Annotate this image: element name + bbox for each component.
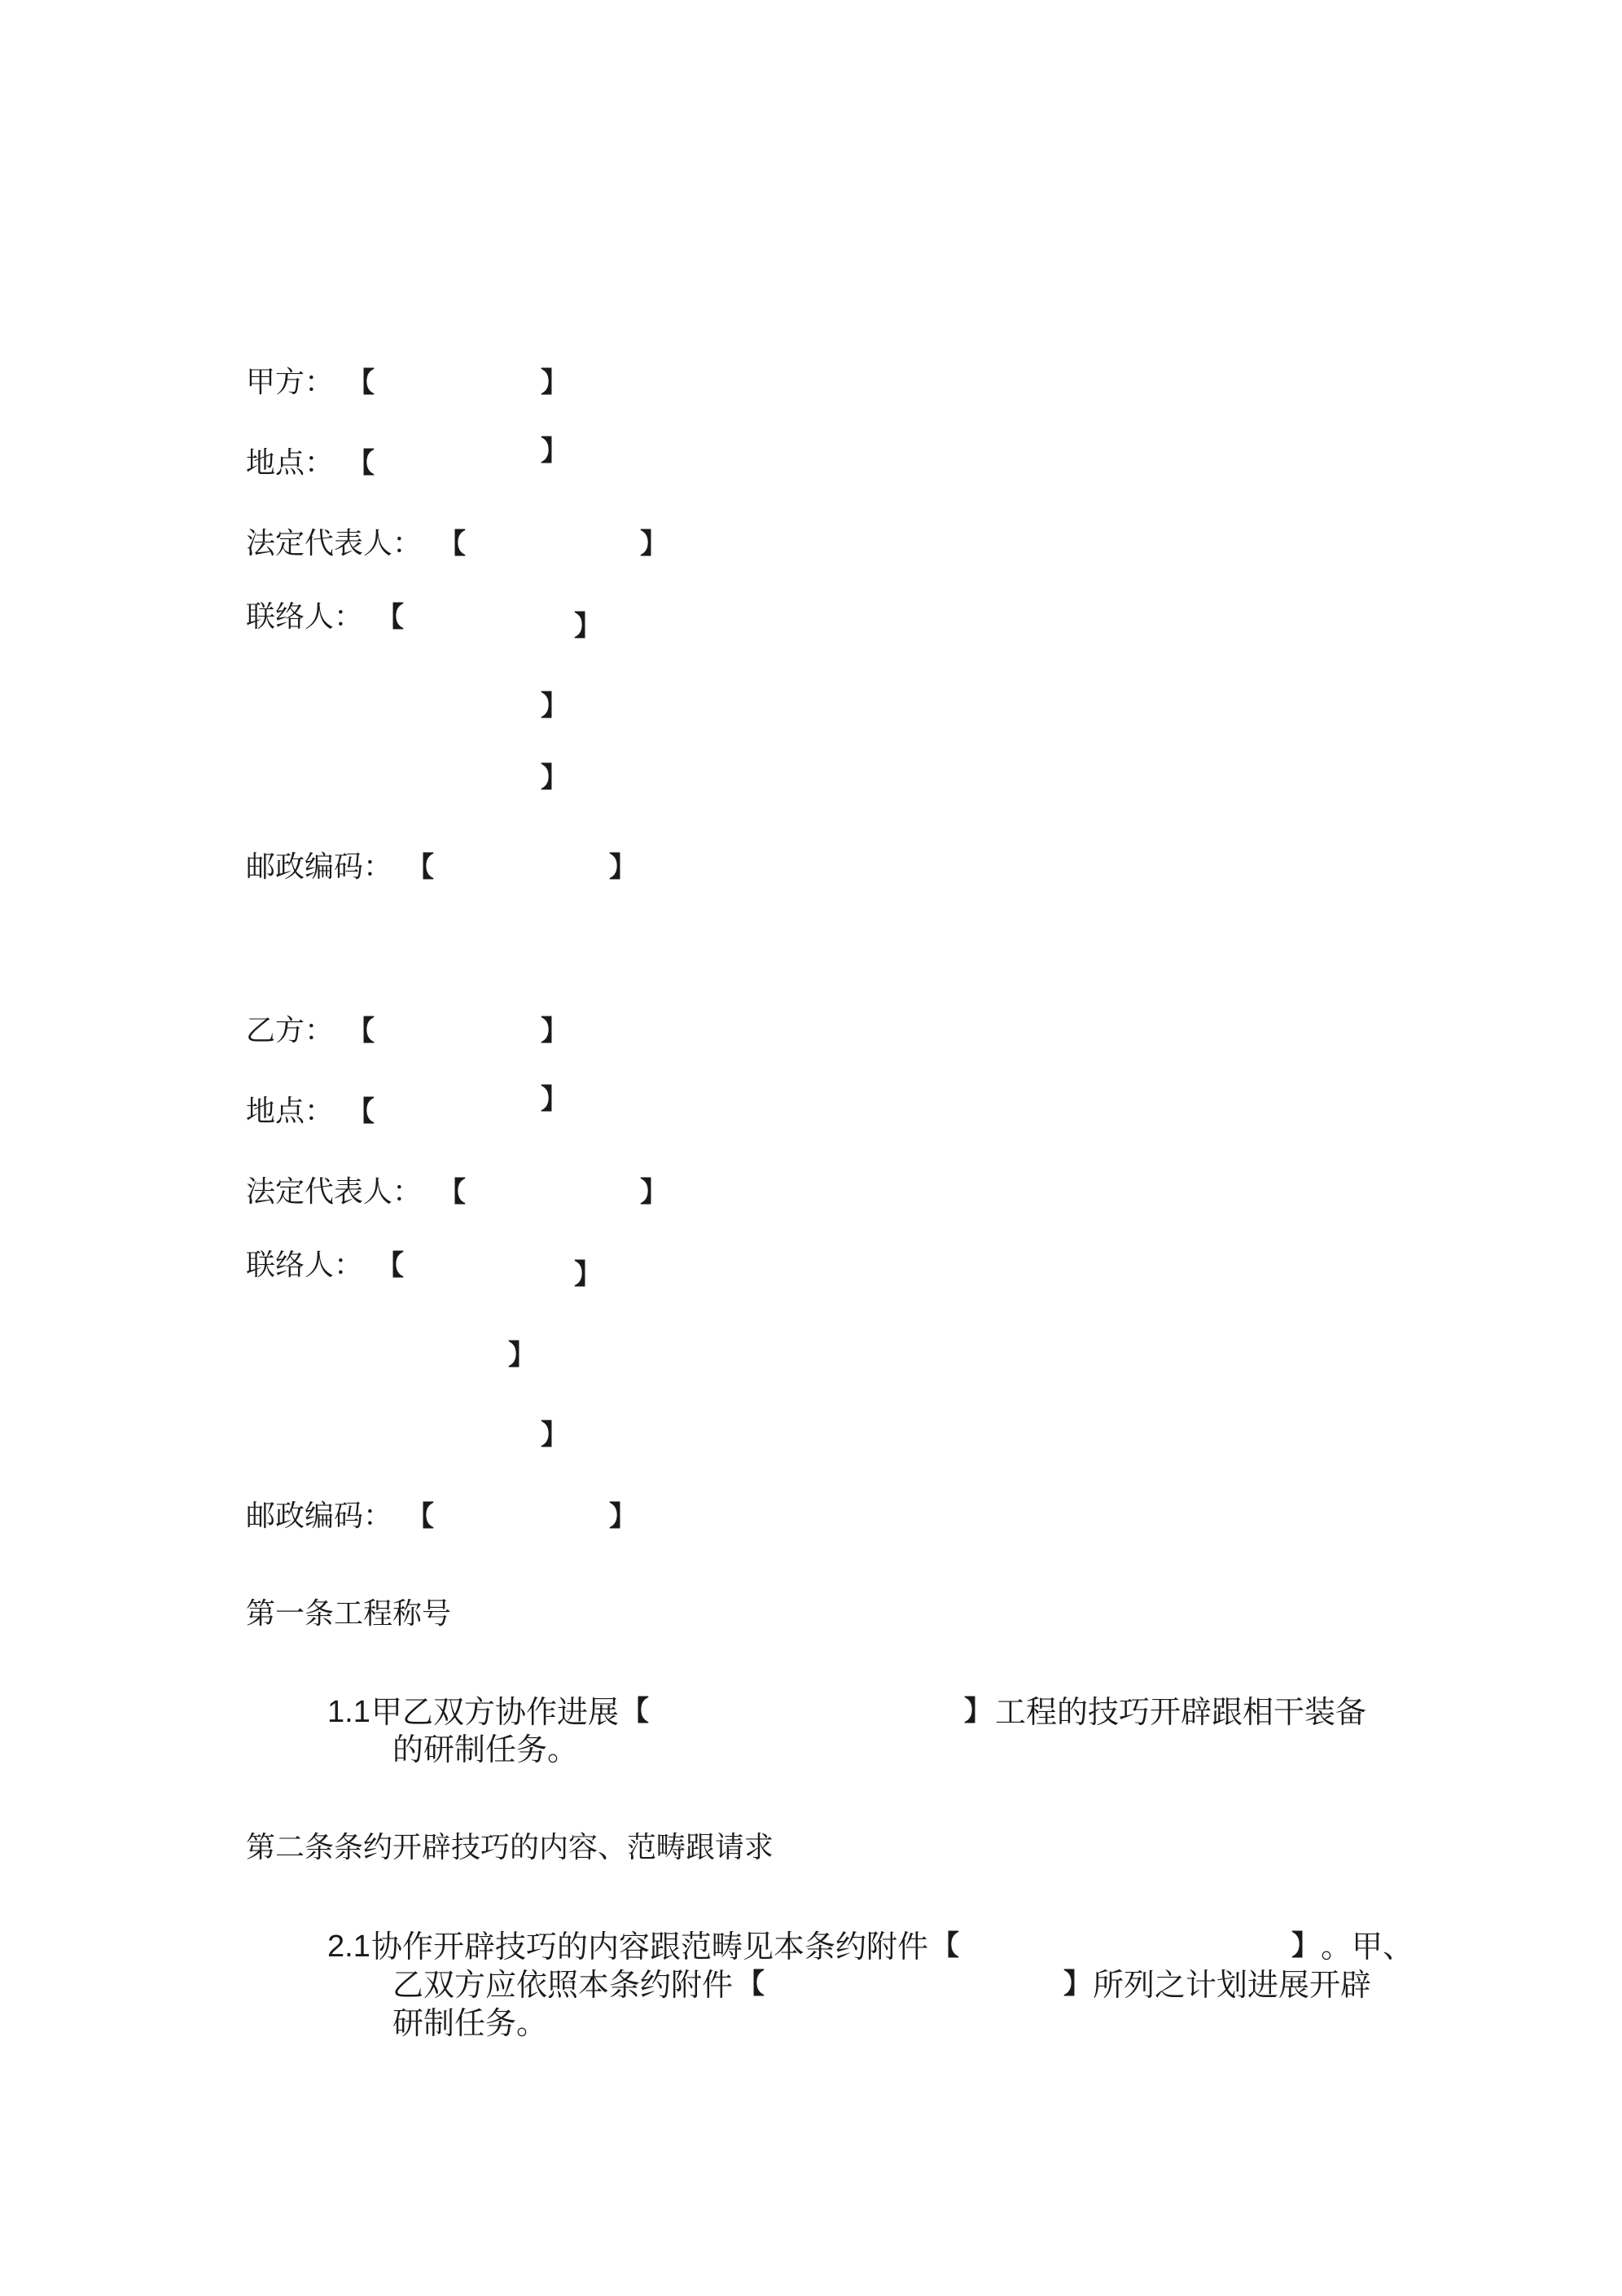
party-a-name-label: 甲方：: [246, 366, 335, 399]
clause-2-1-bracket-open-1: 【: [932, 1929, 959, 1962]
party-b-extra-bracket-close-2: 】: [541, 1419, 568, 1451]
clause-1-1-text-b: 工程的技巧开辟跟相干装备: [995, 1694, 1367, 1730]
party-b-legal-rep-bracket-open: 【: [438, 1176, 466, 1209]
party-b-address-bracket-open: 【: [347, 1095, 375, 1128]
clause-1-1-bracket-open: 【: [621, 1695, 649, 1727]
party-a-contact-bracket-open: 【: [376, 601, 404, 634]
clause-2-1-text-b: 。甲、: [1321, 1929, 1414, 1965]
clause-2-1-text-a: 协作开辟技巧的内容跟范畴见本条约附件: [371, 1929, 929, 1965]
party-a-postal-label: 邮政编码：: [246, 850, 393, 884]
party-b-postal-bracket-open: 【: [406, 1500, 434, 1533]
clause-2-1-text-e: 研制任务。: [392, 2005, 548, 2041]
party-b-contact-bracket-open: 【: [376, 1249, 404, 1282]
clause-1-1-text-a: 甲乙双方协作进展: [371, 1694, 620, 1730]
party-b-legal-rep-label: 法定代表人：: [246, 1175, 423, 1209]
party-a-contact-bracket-close: 】: [574, 610, 602, 643]
party-b-address-label: 地点：: [246, 1095, 335, 1128]
party-a-legal-rep-label: 法定代表人：: [246, 527, 423, 560]
party-a-address-label: 地点：: [246, 446, 335, 480]
party-b-name-bracket-open: 【: [347, 1015, 375, 1047]
party-b-name-bracket-close: 】: [541, 1015, 568, 1047]
clause-1-1-text-c: 的研制任务。: [392, 1732, 579, 1767]
party-a-legal-rep-bracket-open: 【: [438, 528, 466, 560]
party-b-extra-bracket-close-1: 】: [508, 1339, 536, 1372]
party-a-address-bracket-close: 】: [541, 435, 568, 468]
party-b-postal-bracket-close: 】: [609, 1500, 637, 1533]
clause-1-1-bracket-close: 】: [964, 1695, 992, 1727]
party-b-contact-label: 联络人：: [246, 1249, 364, 1282]
party-a-address-bracket-open: 【: [347, 447, 375, 480]
party-a-contact-label: 联络人：: [246, 600, 364, 634]
party-b-contact-bracket-close: 】: [574, 1258, 602, 1291]
clause-2-1-bracket-open-2: 【: [737, 1968, 765, 2000]
party-a-postal-bracket-close: 】: [609, 851, 637, 884]
party-b-legal-rep-bracket-close: 】: [640, 1176, 668, 1209]
article-1-heading: 第一条工程称号: [246, 1597, 452, 1631]
party-b-name-label: 乙方：: [246, 1014, 335, 1047]
article-2-heading: 第二条条约开辟技巧的内容、范畴跟请求: [246, 1831, 774, 1864]
party-a-extra-bracket-close-1: 】: [541, 690, 568, 722]
party-b-address-bracket-close: 】: [541, 1083, 568, 1116]
clause-2-1-text-c: 乙双方应依照本条约附件: [392, 1967, 734, 2003]
party-a-name-bracket-close: 】: [541, 367, 568, 399]
party-b-postal-label: 邮政编码：: [246, 1499, 393, 1533]
clause-2-1-text-d: 所列之计划进展开辟: [1093, 1967, 1372, 2003]
party-a-postal-bracket-open: 【: [406, 851, 434, 884]
clause-2-1-bracket-close-1: 】: [1291, 1929, 1319, 1962]
clause-1-1-number: 1.1: [327, 1695, 370, 1729]
clause-2-1-bracket-close-2: 】: [1063, 1968, 1091, 2000]
party-a-extra-bracket-close-2: 】: [541, 762, 568, 794]
clause-2-1-number: 2.1: [327, 1929, 370, 1964]
party-a-legal-rep-bracket-close: 】: [640, 528, 668, 560]
party-a-name-bracket-open: 【: [347, 367, 375, 399]
